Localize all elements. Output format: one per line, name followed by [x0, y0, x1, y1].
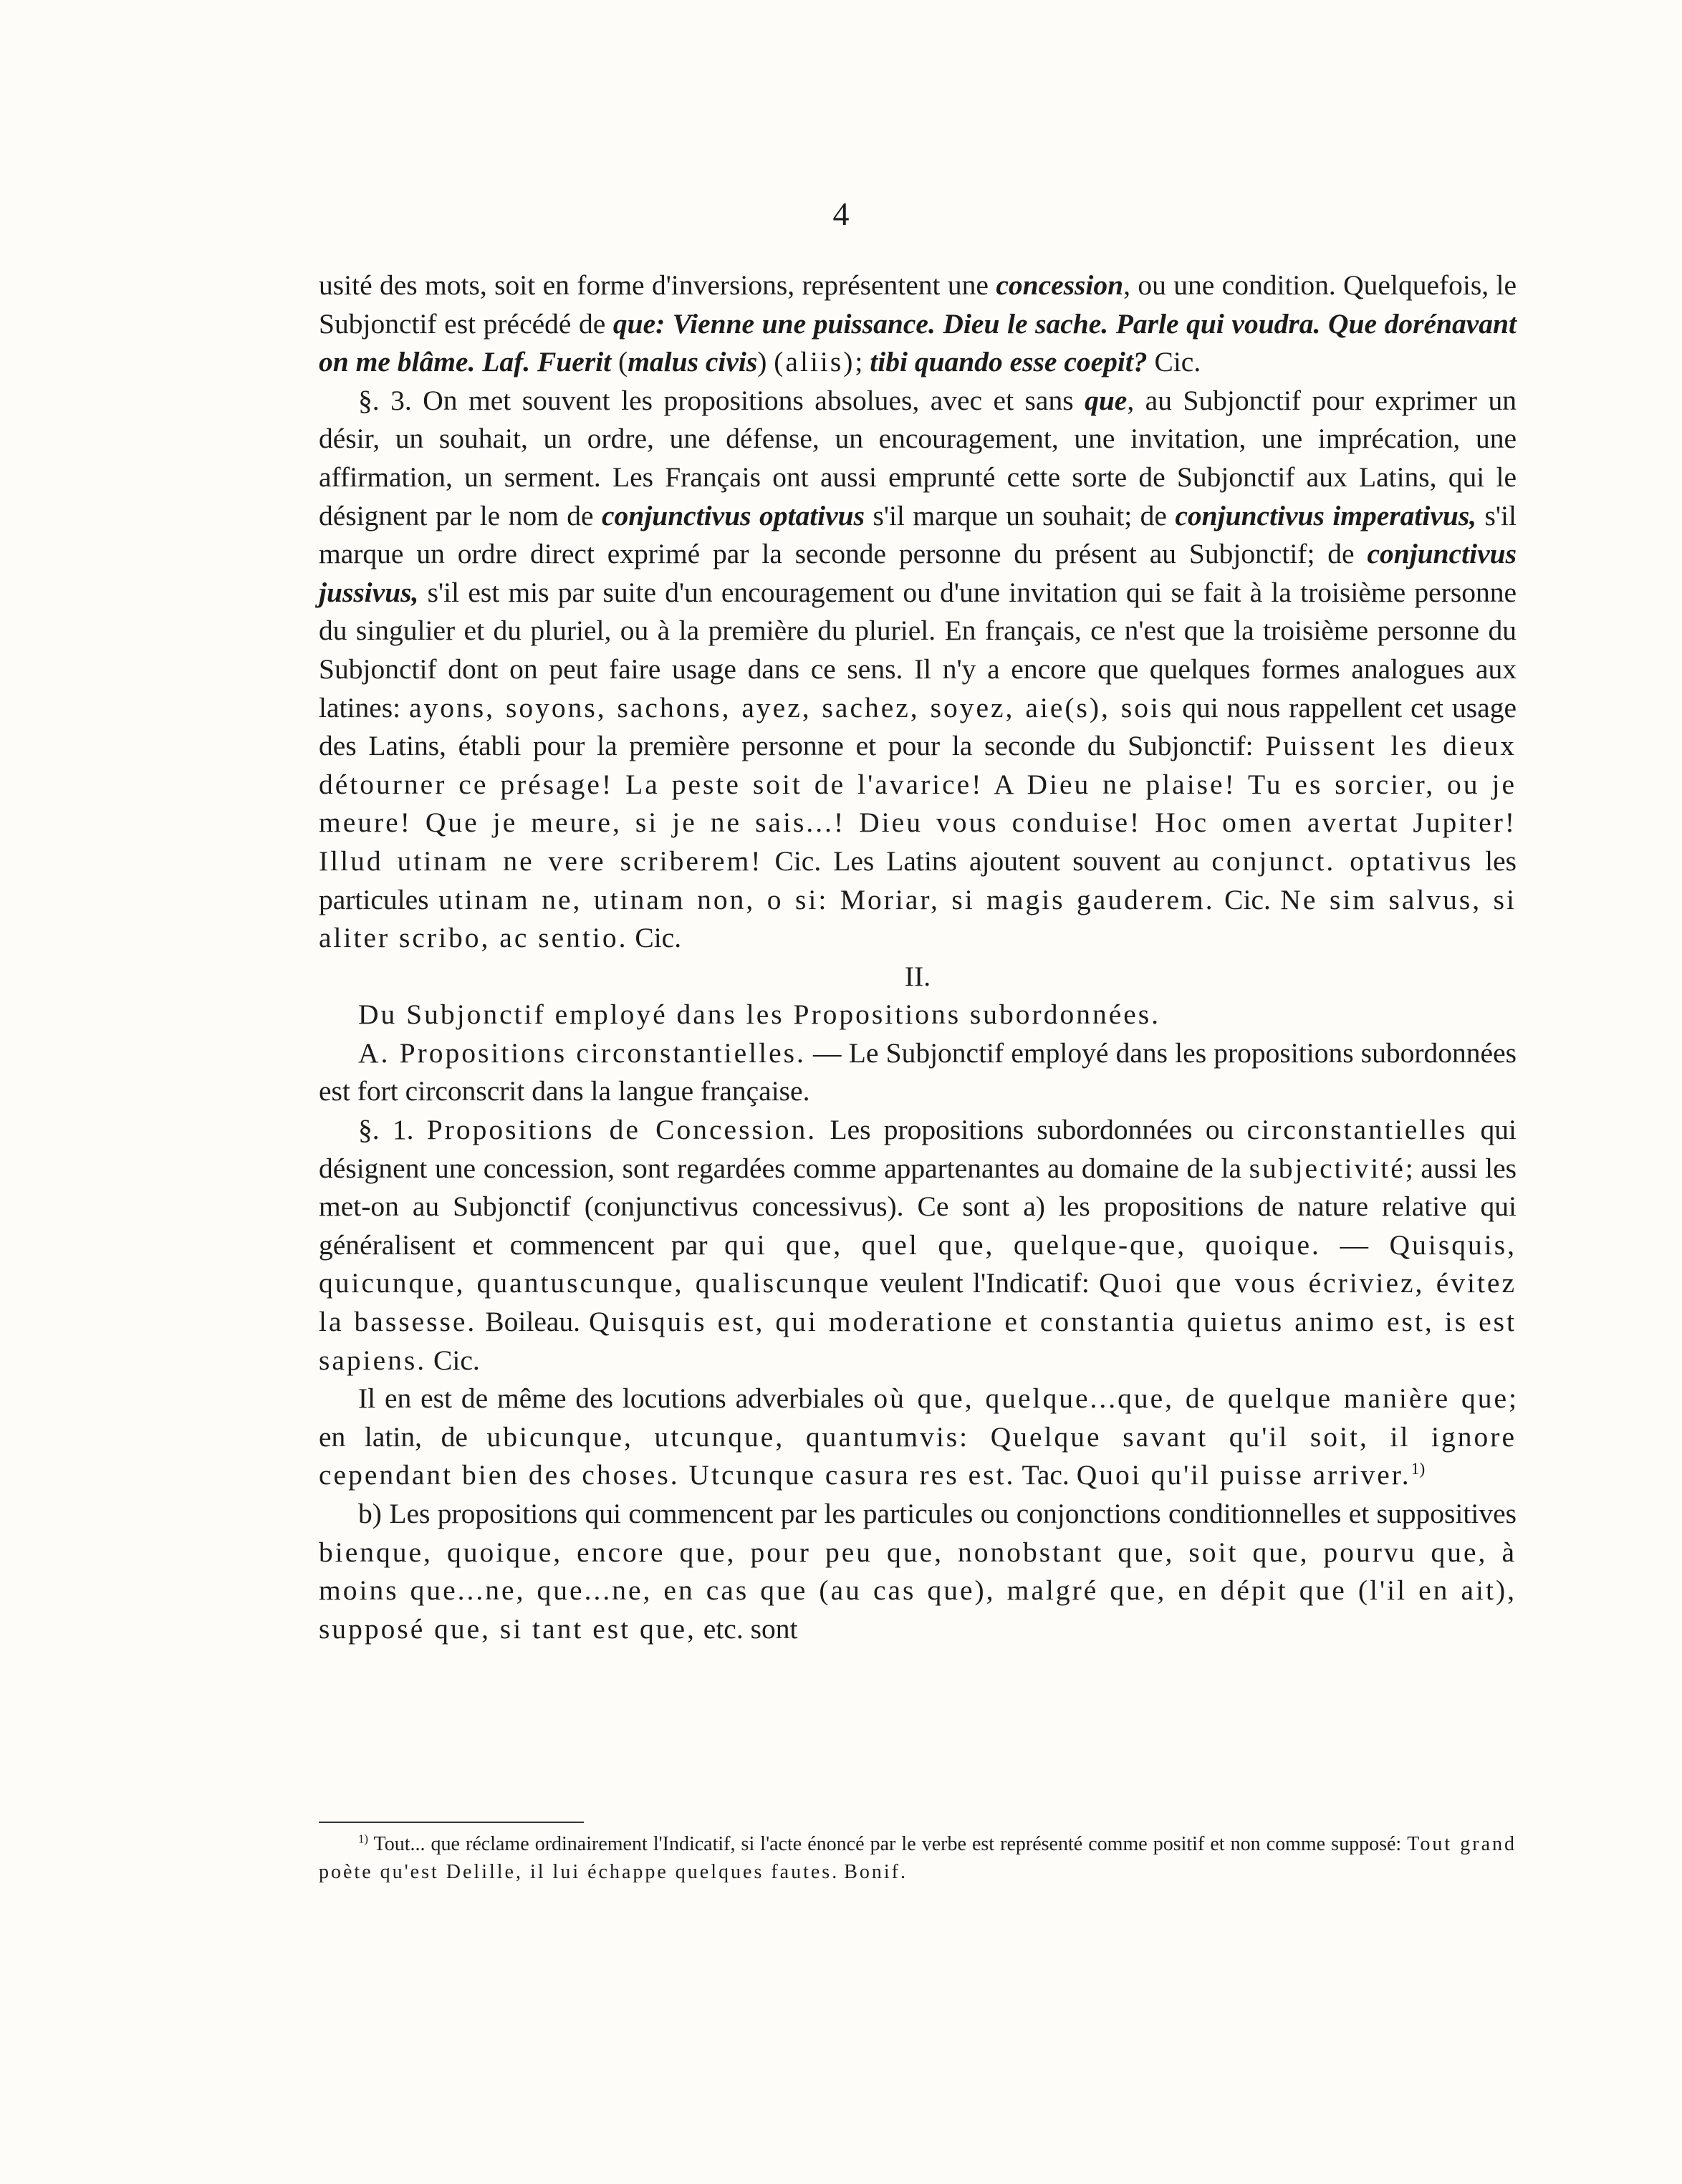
text: Tac.	[1015, 1459, 1077, 1491]
text: qui désignent une concession, sont regardées comme appartenantes au domaine de la	[319, 1114, 1517, 1184]
text: Cic.	[628, 922, 682, 954]
text: qui nous rappellent cet usage des Latins, établi pour la première personne et pour la seconde du Subjonctif:	[319, 691, 1517, 762]
text: §. 3. On met souvent les propositions absolues, avec et sans	[358, 384, 1085, 416]
section-title: Du Subjonctif employé dans les Propositions subordonnées.	[358, 999, 1161, 1031]
spaced-text: Quoi que vous écriviez, évitez la bassesse.	[319, 1267, 1517, 1338]
footnote-mark: 1)	[358, 1832, 368, 1846]
text: les particules	[319, 845, 1517, 915]
term: conjunctivus jussivus,	[319, 538, 1517, 608]
footnote	[319, 1830, 1517, 1886]
text: Les propositions subordonnées ou	[817, 1114, 1247, 1146]
text: Cic.	[1147, 346, 1201, 378]
spaced-text: subjectivité	[1249, 1152, 1405, 1184]
text: Cic.	[426, 1344, 480, 1376]
spaced-text: Quoi qu'il puisse arriver.	[1076, 1459, 1411, 1491]
text: usité des mots, soit en forme d'inversions, représentent une	[319, 269, 996, 301]
spaced-text: Propositions de Concession.	[426, 1114, 817, 1146]
text: Boileau.	[476, 1306, 590, 1338]
term: conjunctivus optativus	[602, 499, 865, 531]
spaced-text: Puissent les dieux détourner ce présage! La peste soit de l'avarice! A Dieu ne plaise! Tu es sorcier, ou je meure! Que je meure, si je ne sais...! Dieu vous conduise! Hoc omen avertat Jupiter! Illud utinam ne vere scriberem!	[319, 730, 1517, 877]
paragraph-4	[319, 1380, 1517, 1495]
page-number: 4	[832, 196, 850, 232]
spaced-text: conjunct. optativus	[1211, 845, 1474, 877]
text: veulent l'Indicatif:	[870, 1267, 1100, 1299]
paragraph-1	[319, 266, 1517, 382]
spaced-text: ubicunque, utcunque, quantumvis: Quelque savant qu'il soit, il ignore cependant bien des choses. Utcunque casura res est.	[319, 1420, 1517, 1491]
spaced-text: qui que, quel que, quelque-que, quoique. — Quisquis, quicunque, quantuscunque, qualiscunque	[319, 1228, 1517, 1299]
emphasis: concession	[996, 269, 1124, 301]
text: s'il est mis par suite d'un encouragement ou d'une invitation qui se fait à la troisième personne du singulier et du pluriel, ou à la première du pluriel. En français, ce n'est que la troisième personne du Subjonctif dont on peut faire usage dans ce sens. Il n'y a encore que quelques formes analogues aux latines:	[319, 576, 1517, 723]
body-text	[319, 266, 1517, 1648]
text: b) Les propositions qui commencent par les particules ou conjonctions conditionnelles et suppositives	[358, 1498, 1517, 1529]
example: tibi quando esse coepit?	[870, 346, 1148, 378]
paragraph-3	[319, 1111, 1517, 1380]
text: )	[757, 346, 774, 378]
spaced-text: A. Propositions circonstantielles.	[358, 1036, 806, 1069]
text: ; en latin, de	[319, 1382, 1517, 1453]
footnote-reference: 1)	[1411, 1460, 1426, 1479]
text: s'il marque un ordre direct exprimé par la seconde personne du présent au Subjonctif; de	[319, 499, 1517, 570]
footnote-divider	[319, 1822, 584, 1823]
text: (	[611, 346, 628, 378]
spaced-text: Bonif.	[844, 1861, 908, 1883]
text: s'il marque un souhait; de	[865, 499, 1176, 531]
paragraph-5	[319, 1495, 1517, 1648]
example: que: Vienne une puissance. Dieu le sache. Parle qui voudra. Que dorénavant on me blâme. Laf. Fuerit	[319, 307, 1517, 378]
text: , au Subjonctif pour exprimer un désir, un souhait, un ordre, une défense, un encouragement, une invitation, une imprécation, une affirmation, un serment. Les Français ont aussi emprunté cette sorte de Subjonctif aux Latins, qui le désignent par le nom de	[319, 384, 1517, 531]
text: ; aussi les met-on au Subjonctif (conjunctivus concessivus). Ce sont a) les propositions de nature relative qui généralisent et commencent par	[319, 1152, 1517, 1261]
text: ;	[855, 346, 870, 378]
text: Tout... que réclame ordinairement l'Indicatif, si l'acte énoncé par le verbe est représenté comme positif et non comme supposé:	[367, 1833, 1408, 1855]
text: — Le Subjonctif employé dans les propositions subordonnées est fort circonscrit dans la langue française.	[319, 1036, 1517, 1107]
text: , ou une condition. Quelquefois, le Subjonctif est précédé de	[319, 269, 1517, 340]
paragraph-a	[319, 1034, 1517, 1111]
text: Cic.	[1214, 883, 1281, 915]
spaced-text: ayons, soyons, sachons, ayez, sachez, soyez, aie(s), sois	[409, 691, 1174, 723]
text: etc. sont	[696, 1612, 798, 1645]
spaced-text: circonstantielles	[1246, 1114, 1468, 1146]
paragraph-2	[319, 382, 1517, 958]
emphasis: que	[1085, 384, 1128, 416]
spaced-text: où que, quelque...que, de quelque manière que	[873, 1382, 1509, 1415]
text: Cic. Les Latins ajoutent souvent au	[762, 845, 1212, 877]
text: Il en est de même des locutions adverbiales	[358, 1382, 874, 1415]
spaced-text: Quisquis est, qui moderatione et constantia quietus animo est, is est sapiens.	[319, 1306, 1517, 1376]
example: malus civis	[628, 346, 758, 378]
term: conjunctivus imperativus,	[1175, 499, 1477, 531]
spaced-text: bienque, quoique, encore que, pour peu que, nonobstant que, soit que, pourvu que, à moins que...ne, que...ne, en cas que (au cas que), malgré que, en dépit que (l'il en ait), supposé que, si tant est que,	[319, 1536, 1517, 1645]
spaced-text: (aliis)	[774, 346, 855, 378]
section-numeral: II.	[904, 960, 931, 992]
text: §. 1.	[358, 1114, 427, 1146]
spaced-text: Tout grand poète qu'est Delille, il lui échappe quelques fautes.	[319, 1833, 1517, 1883]
spaced-text: utinam ne, utinam non, o si: Moriar, si magis gauderem.	[438, 883, 1215, 915]
spaced-text: Ne sim salvus, si aliter scribo, ac sentio.	[319, 883, 1517, 954]
